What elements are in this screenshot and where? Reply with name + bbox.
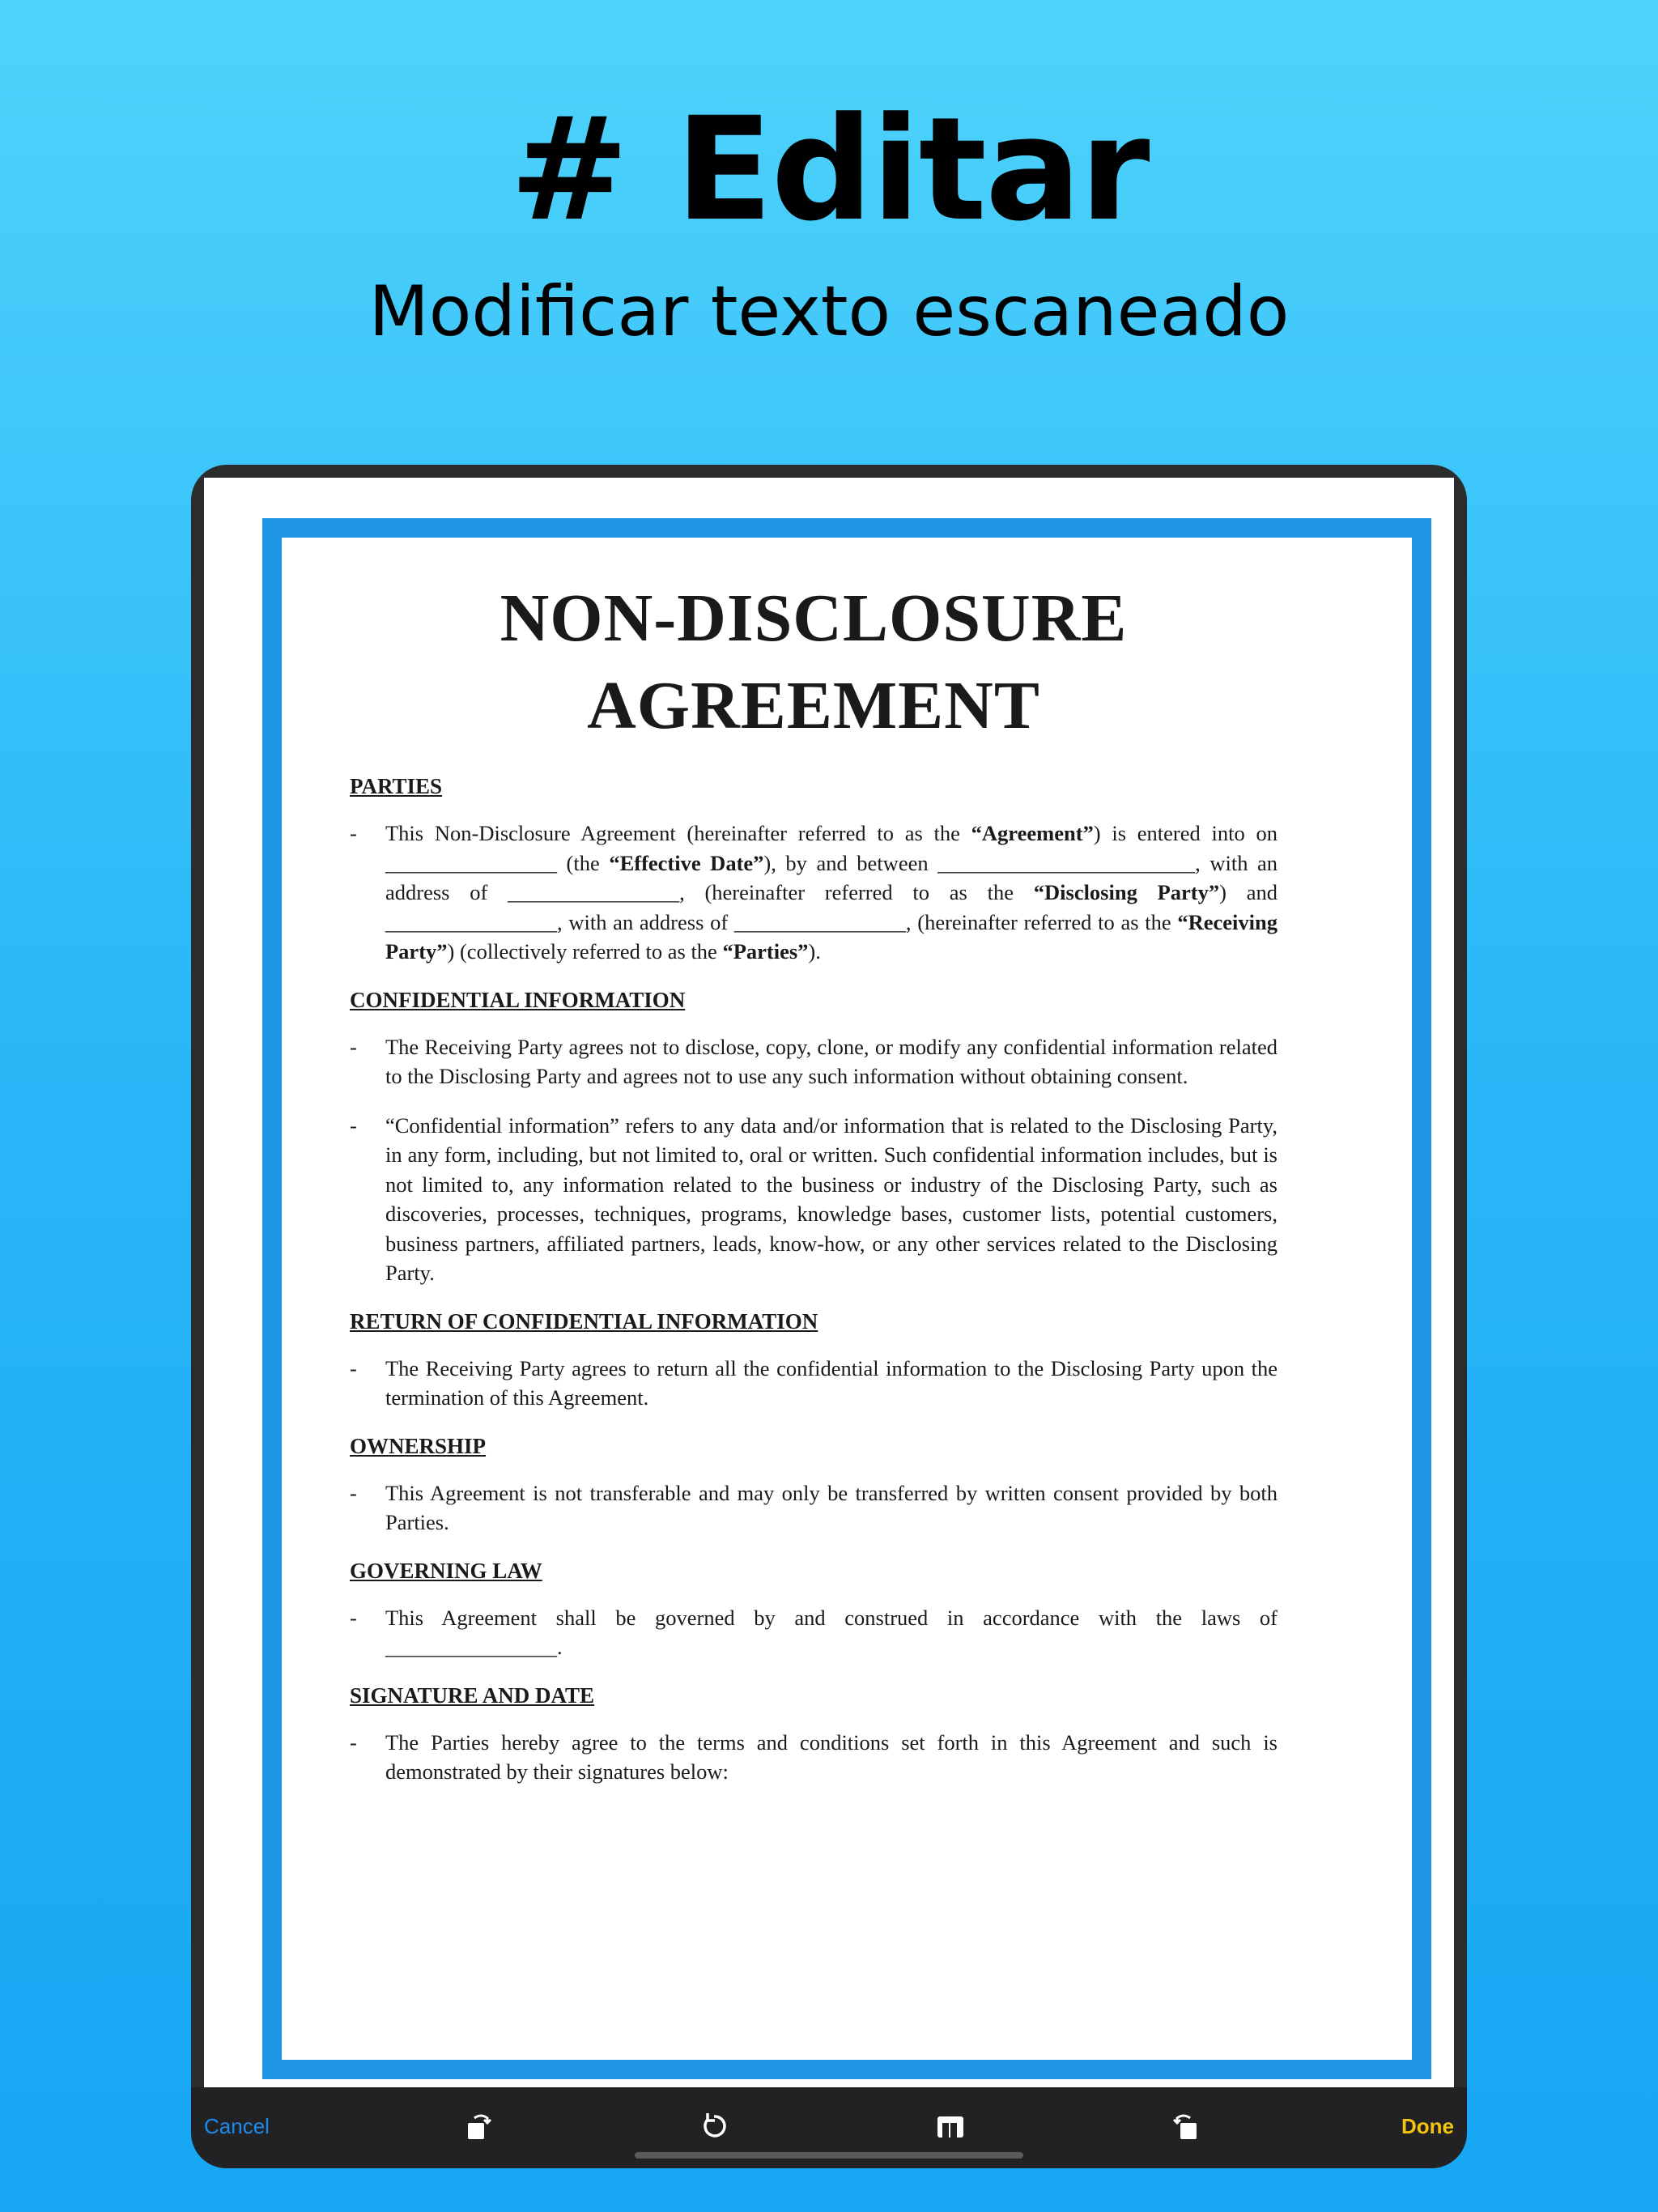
bold-term: “Disclosing Party” <box>1033 880 1220 904</box>
reset-rotation-icon[interactable] <box>698 2110 730 2142</box>
bullet-dash: - <box>350 1034 357 1059</box>
paragraph-governing-law <box>350 1603 1278 1662</box>
subheadline: Modificar texto escaneado <box>368 271 1290 352</box>
text-run: ) (collectively referred to as the <box>447 939 723 963</box>
home-indicator[interactable] <box>635 2152 1023 2159</box>
rotate-left-icon[interactable] <box>463 2110 495 2142</box>
text-run: This Non-Disclosure Agreement (hereinafter referred to as the <box>385 821 971 845</box>
section-heading-return: RETURN OF CONFIDENTIAL INFORMATION <box>350 1308 818 1334</box>
bullet-dash: - <box>350 1480 357 1505</box>
paragraph-text: This Agreement shall be governed by and construed in accordance with the laws of ________________. <box>385 1605 1278 1659</box>
section-heading-signature: SIGNATURE AND DATE <box>350 1682 595 1708</box>
crop-handle-top-right[interactable] <box>1420 478 1454 512</box>
bullet-dash: - <box>350 1605 357 1630</box>
paragraph-signature <box>350 1728 1278 1787</box>
bullet-dash: - <box>350 1729 357 1755</box>
paragraph-confidential-1 <box>350 1032 1278 1091</box>
title-line-1: NON-DISCLOSURE <box>500 581 1128 656</box>
bullet-dash: - <box>350 1112 357 1138</box>
aspect-ratio-icon[interactable] <box>934 2110 967 2142</box>
paragraph-text: The Receiving Party agrees to return all the confidential information to the Disclosing Party upon the termination of this Agreement. <box>385 1355 1278 1410</box>
bold-term: “Effective Date” <box>609 850 764 875</box>
title-line-2: AGREEMENT <box>587 668 1040 743</box>
document-title <box>350 575 1278 750</box>
paragraph-parties <box>350 819 1278 967</box>
paragraph-ownership <box>350 1478 1278 1538</box>
paragraph-text: This Agreement is not transferable and may only be transferred by written consent provided by both Parties. <box>385 1480 1278 1534</box>
device-frame <box>191 465 1467 2168</box>
rotate-right-icon[interactable] <box>1169 2110 1201 2142</box>
cancel-button[interactable]: Cancel <box>204 2114 270 2138</box>
text-run: ) is entered into on ________________ (the <box>385 821 1278 875</box>
rotate-left-glyph <box>463 2110 495 2142</box>
section-heading-governing-law: GOVERNING LAW <box>350 1558 542 1583</box>
rotate-right-glyph <box>1169 2110 1201 2142</box>
text-run: ) and ________________, with an address of ________________, (hereinafter referred to as the <box>385 880 1278 934</box>
text-run: ). <box>808 939 821 963</box>
bold-term: “Agreement” <box>971 821 1094 845</box>
bold-term: “Receiving Party” <box>385 909 1278 963</box>
bold-term: “Parties” <box>722 939 809 963</box>
paragraph-confidential-2 <box>350 1111 1278 1288</box>
aspect-glyph <box>934 2110 967 2142</box>
headline: # Editar <box>509 87 1149 253</box>
reset-glyph <box>698 2110 730 2142</box>
section-heading-confidential: CONFIDENTIAL INFORMATION <box>350 987 686 1012</box>
section-heading-ownership: OWNERSHIP <box>350 1433 487 1458</box>
paragraph-return <box>350 1354 1278 1413</box>
scanned-document <box>350 575 1278 1806</box>
done-button[interactable]: Done <box>1401 2114 1454 2138</box>
paragraph-text: The Parties hereby agree to the terms and conditions set forth in this Agreement and such is demonstrated by their signatures below: <box>385 1729 1278 1784</box>
bullet-dash: - <box>350 821 357 845</box>
crop-handle-top-left[interactable] <box>204 478 238 512</box>
paragraph-text: “Confidential information” refers to any data and/or information that is related to the Disclosing Party, in any form, including, but not limited to, oral or written. Such confidential information includes, but is not limited to, any information related to the business or industry of the Disclosing Party, such as discoveries, processes, techniques, programs, knowledge bases, customer lists, potential customers, business partners, affiliated partners, leads, know-how, or any other services related to the Disclosing Party. <box>385 1112 1278 1285</box>
text-run: ), by and between ________________________, with an address of ________________, (hereinafter referred to as the <box>385 850 1278 904</box>
scanned-page-crop-area[interactable] <box>204 478 1454 2102</box>
section-heading-parties: PARTIES <box>350 774 443 798</box>
paragraph-text: The Receiving Party agrees not to disclose, copy, clone, or modify any confidential information related to the Disclosing Party and agrees not to use any such information without obtaining consent. <box>385 1034 1278 1088</box>
bullet-dash: - <box>350 1355 357 1380</box>
